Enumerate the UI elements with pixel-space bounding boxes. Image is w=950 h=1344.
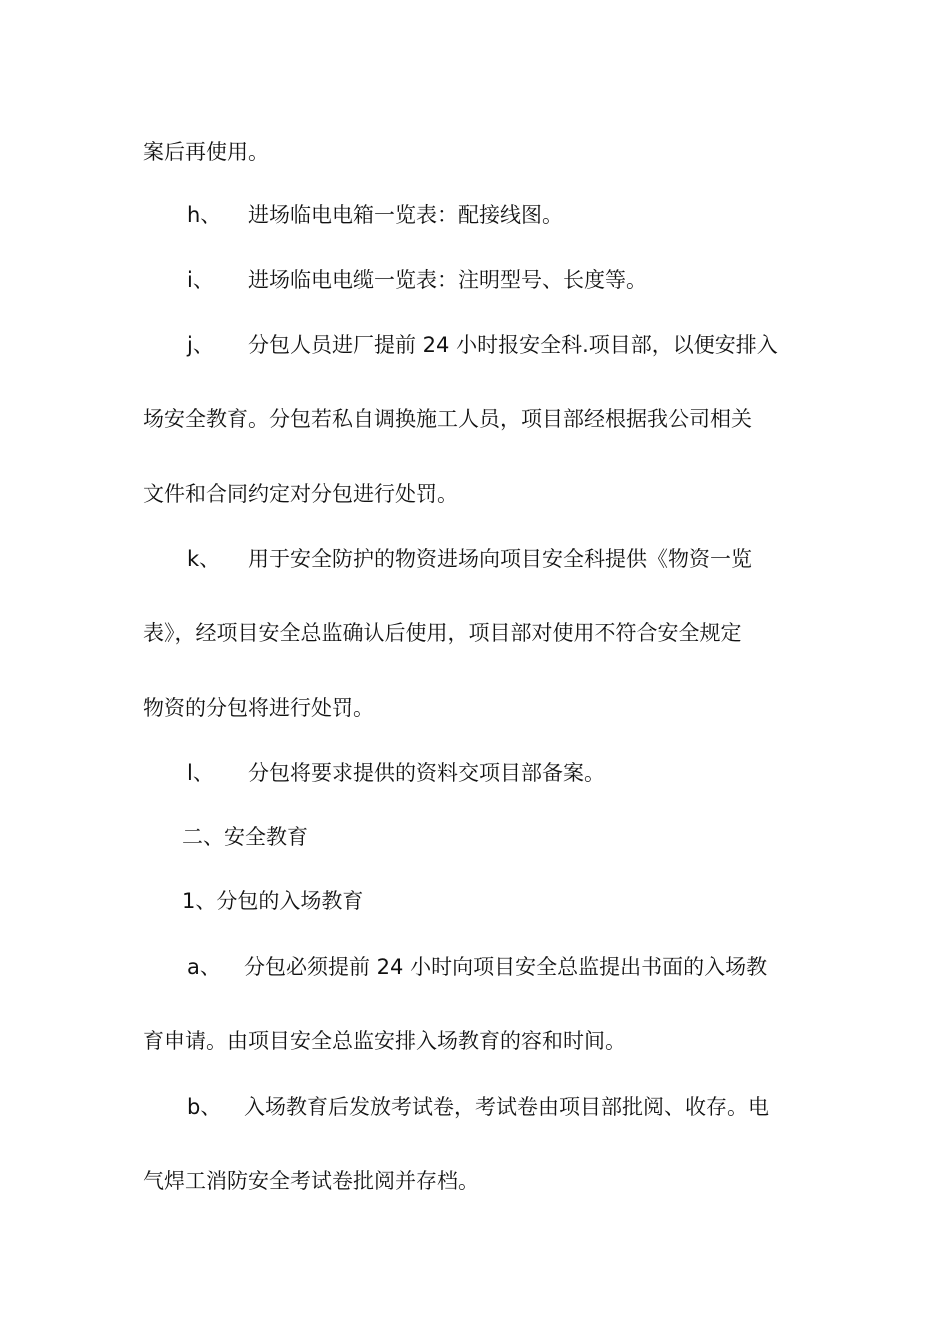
text-line: 案后再使用。: [143, 140, 269, 164]
list-marker: j、: [187, 333, 214, 357]
list-marker: h、: [187, 203, 222, 227]
list-item-text: 进场临电电缆一览表：注明型号、长度等。: [248, 268, 647, 292]
list-item-text: 分包必须提前 24 小时向项目安全总监提出书面的入场教: [244, 955, 768, 979]
text-line: 物资的分包将进行处罚。: [143, 696, 374, 720]
text-line: 文件和合同约定对分包进行处罚。: [143, 482, 458, 506]
list-item-text: 分包将要求提供的资料交项目部备案。: [248, 761, 605, 785]
text-line: 场安全教育。分包若私自调换施工人员，项目部经根据我公司相关: [143, 407, 752, 431]
list-marker: i、: [187, 268, 214, 292]
list-marker: l、: [187, 761, 214, 785]
section-heading: 二、安全教育: [182, 825, 308, 849]
list-marker: b、: [187, 1095, 222, 1119]
list-item-text: 进场临电电箱一览表：配接线图。: [248, 203, 563, 227]
list-item-text: 入场教育后发放考试卷，考试卷由项目部批阅、收存。电: [244, 1095, 769, 1119]
list-item-text: 分包人员进厂提前 24 小时报安全科.项目部，以便安排入: [248, 333, 778, 357]
text-line: 育申请。由项目安全总监安排入场教育的容和时间。: [143, 1029, 626, 1053]
text-line: 气焊工消防安全考试卷批阅并存档。: [143, 1169, 479, 1193]
subsection-heading: 1、分包的入场教育: [182, 889, 364, 913]
list-item-text: 用于安全防护的物资进场向项目安全科提供《物资一览: [248, 547, 752, 571]
list-marker: k、: [187, 547, 221, 571]
text-line: 表》，经项目安全总监确认后使用，项目部对使用不符合安全规定: [143, 621, 742, 645]
list-marker: a、: [187, 955, 221, 979]
